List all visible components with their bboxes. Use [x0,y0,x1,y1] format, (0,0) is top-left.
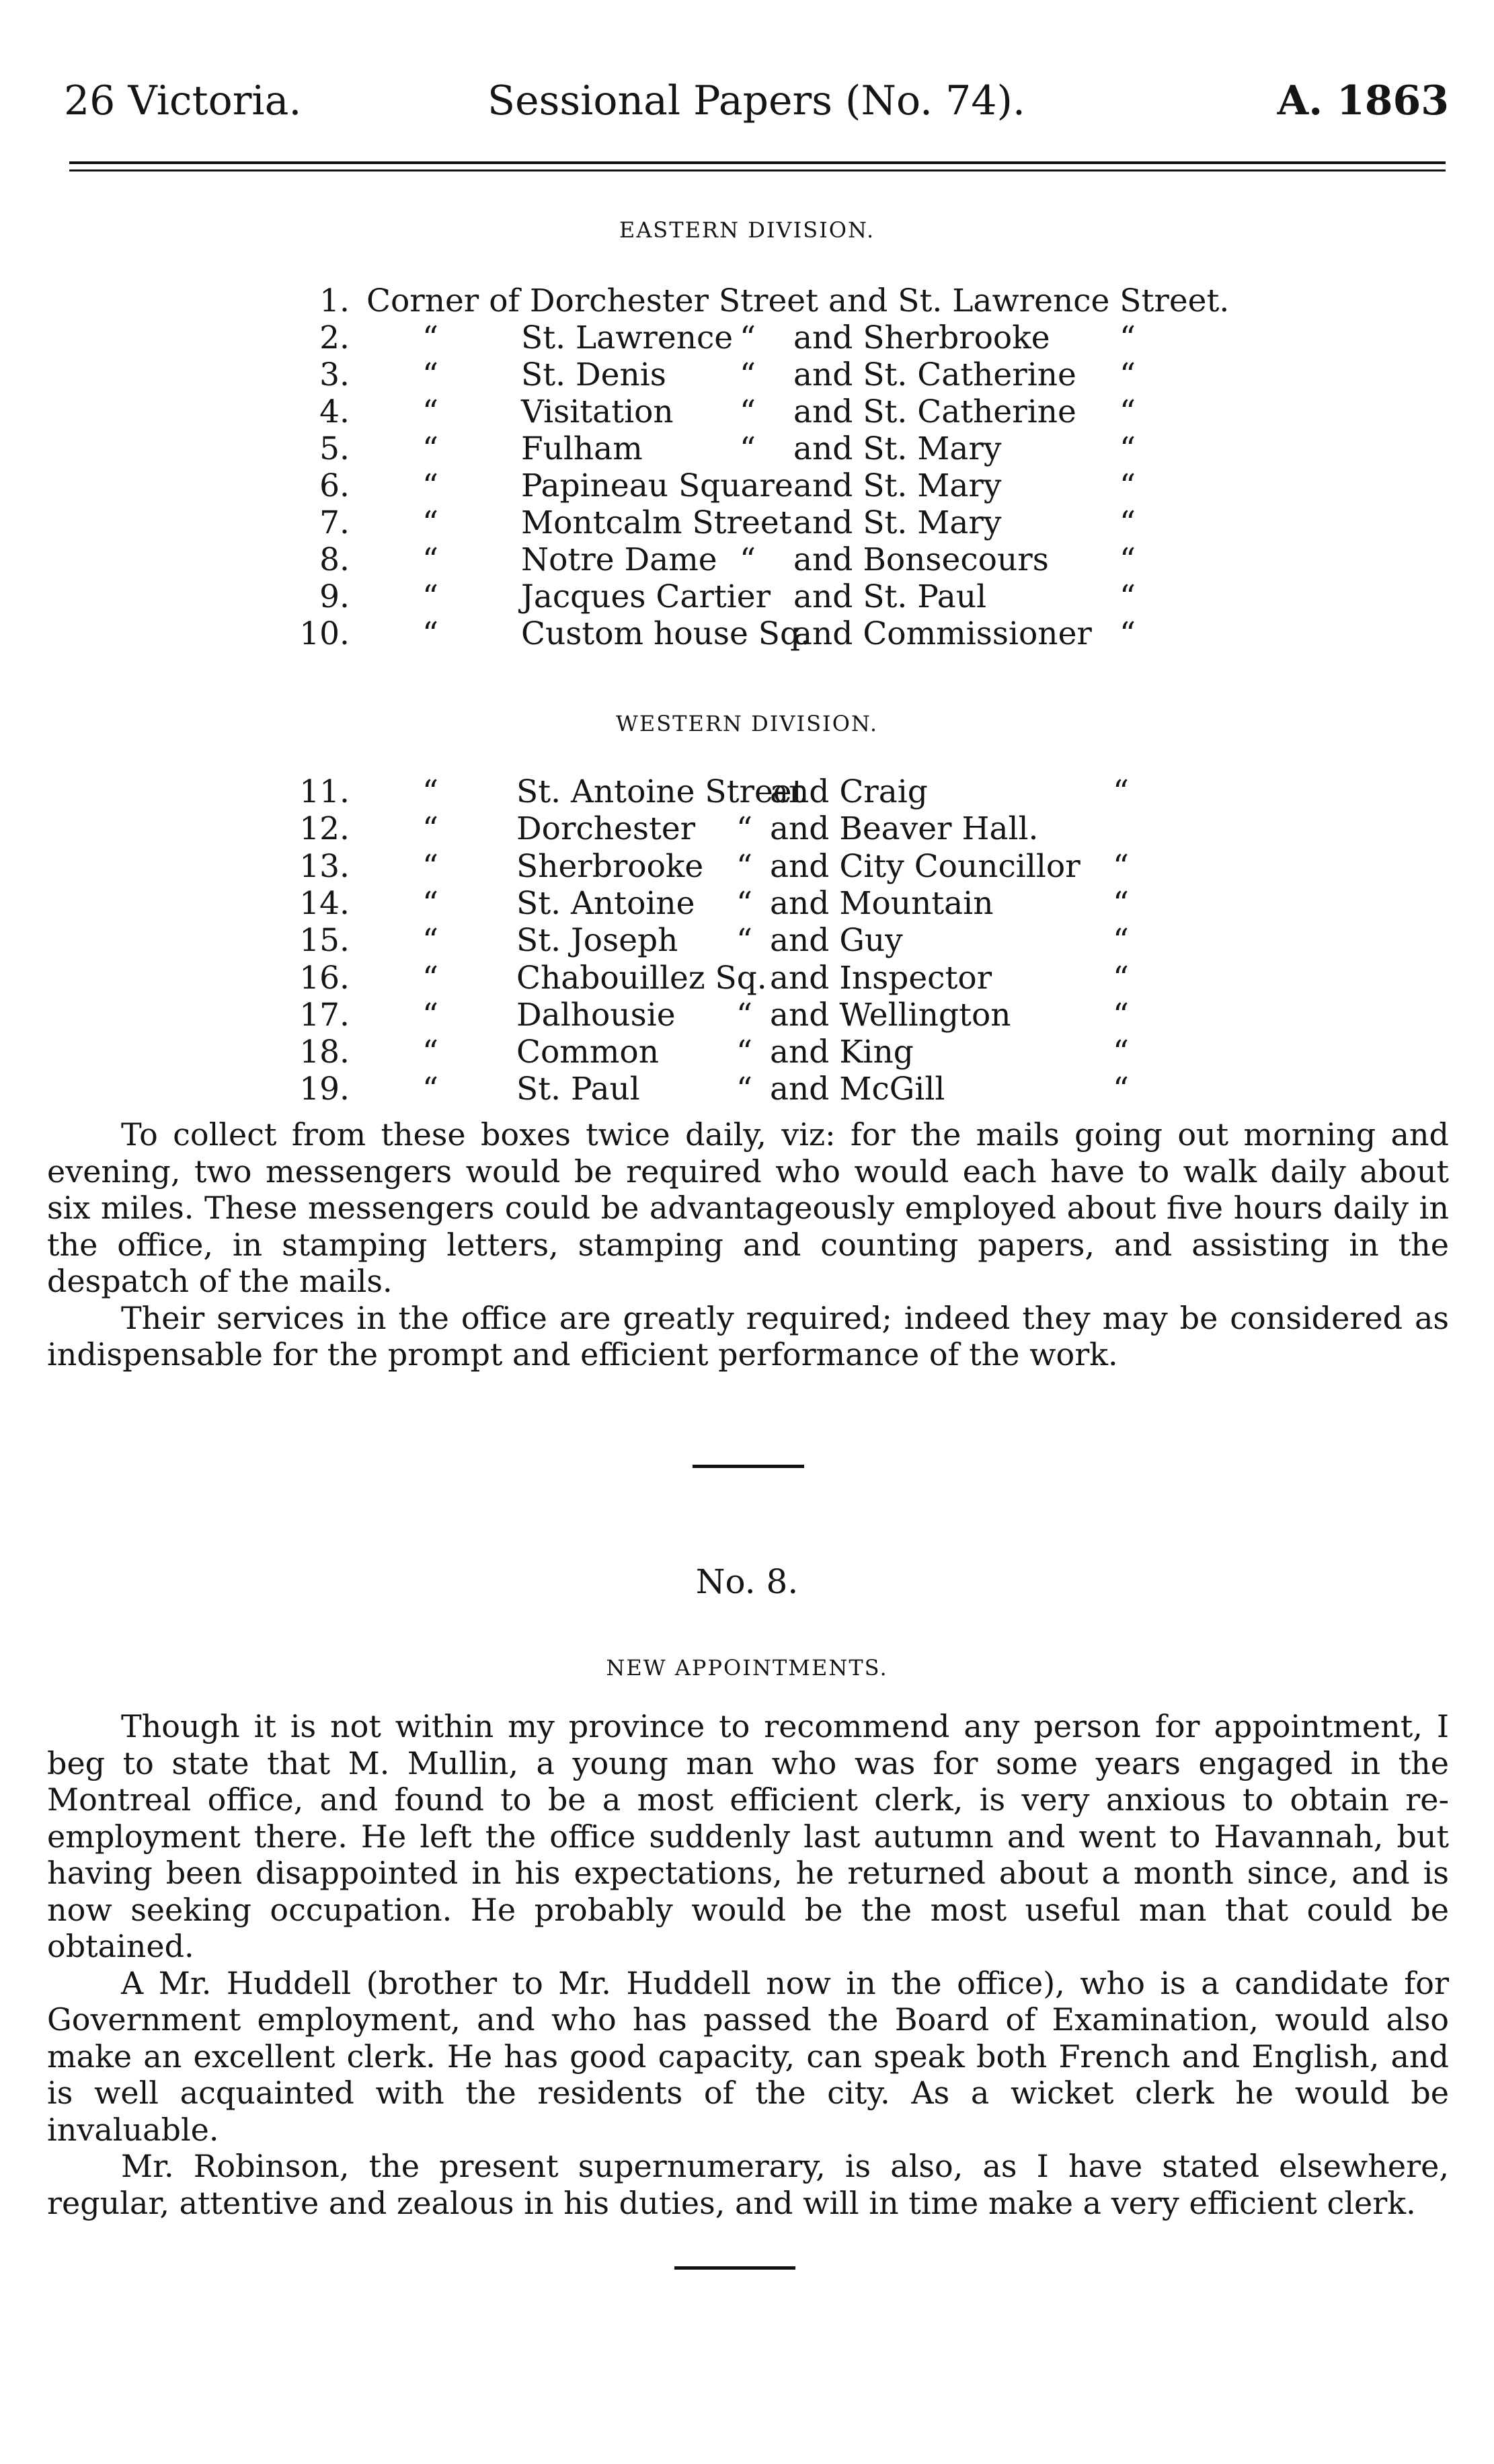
list-item [0,356,1494,394]
item-cross-street: and Bonsecours [793,541,1049,578]
list-item [0,848,1494,886]
item-street: Common [516,1034,659,1071]
item-cross-street: and Wellington [770,996,1011,1034]
item-number: 8. [319,541,350,578]
item-cross-street: and St. Mary [793,504,1002,541]
item-cross-street: and St. Catherine [793,356,1076,393]
appointments-text [47,1708,1449,2221]
item-cross-street: and City Councillor [770,847,1080,885]
ditto-mark: “ [736,1071,753,1108]
ditto-mark: “ [422,541,439,578]
item-street: Custom house Sq. [521,615,810,652]
ditto-mark: “ [422,504,439,541]
item-cross-street: and St. Paul [793,578,987,615]
item-cross-street: and King [770,1034,914,1071]
item-street: Sherbrooke [516,847,704,885]
ditto-mark: “ [422,578,439,615]
header-session: 26 Victoria. [64,77,302,124]
item-number: 1. [319,282,350,319]
list-item [0,615,1494,653]
appointments-paragraph: A Mr. Huddell (brother to Mr. Huddell now in the office), who is a candidate for Government employment, and who has passed the Board of Examination, would also make an excellent clerk. He has good capacity, can speak both French and English, and is well acquainted with the residents of the city. As a wicket clerk he would be invaluable. [47,1964,1449,2148]
item-street: Papineau Square [521,467,793,504]
ditto-mark: “ [1119,541,1136,578]
ditto-mark: “ [740,319,756,356]
eastern-division-heading: EASTERN DIVISION. [619,217,875,243]
item-number: 18. [299,1034,350,1071]
ditto-mark: “ [422,959,439,997]
ditto-mark: “ [1119,356,1136,393]
list-item [0,922,1494,960]
item-cross-street: and Commissioner [793,615,1092,652]
end-separator [674,2266,795,2270]
item-number: 19. [299,1071,350,1108]
ditto-mark: “ [1119,615,1136,652]
appointments-paragraph: Though it is not within my province to recommend any person for appointment, I beg to state that M. Mullin, a young man who was for some years engaged in the Montreal office, and found to be a most efficient clerk, is very anxious to obtain re-employment there. He left the office suddenly last autumn and went to Havannah, but having been disappointed in his expectations, he returned about a month since, and is now seeking occupation. He probably would be the most useful man that could be obtained. [47,1708,1449,1964]
item-street: St. Joseph [516,922,678,960]
ditto-mark: “ [1113,884,1130,922]
ditto-mark: “ [1113,847,1130,885]
ditto-mark: “ [736,1034,753,1071]
ditto-mark: “ [736,810,753,848]
item-cross-street: and Sherbrooke [793,319,1050,356]
ditto-mark: “ [1113,996,1130,1034]
ditto-mark: “ [422,847,439,885]
item-cross-street: and Craig [770,773,928,810]
ditto-mark: “ [1113,1071,1130,1108]
list-item [0,578,1494,616]
item-number: 6. [319,467,350,504]
ditto-mark: “ [1119,467,1136,504]
item-street: St. Paul [516,1071,640,1108]
item-street: Fulham [521,430,643,467]
item-number: 13. [299,847,350,885]
item-street: Jacques Cartier [521,578,771,615]
ditto-mark: “ [1119,393,1136,430]
ditto-mark: “ [422,1071,439,1108]
list-item [0,504,1494,542]
item-street: St. Denis [521,356,666,393]
item-cross-street: and McGill [770,1071,945,1108]
item-street: Dalhousie [516,996,676,1034]
header-title: Sessional Papers (No. 74). [487,77,1026,124]
collection-paragraph: Their services in the office are greatly required; indeed they may be considered as indispensable for the prompt and efficient performance of the work. [47,1299,1449,1373]
list-item [0,773,1494,811]
ditto-mark: “ [422,430,439,467]
item-number: 10. [299,615,350,652]
ditto-mark: “ [1113,959,1130,997]
ditto-mark: “ [422,393,439,430]
ditto-mark: “ [422,467,439,504]
item-number: 14. [299,884,350,922]
item-street: Montcalm Street [521,504,792,541]
item-cross-street: and Beaver Hall. [770,810,1039,848]
ditto-mark: “ [740,541,756,578]
ditto-mark: “ [1119,504,1136,541]
list-item [0,810,1494,848]
ditto-mark: “ [740,393,756,430]
ditto-mark: “ [422,356,439,393]
list-item [0,282,1494,320]
collection-text [47,1116,1449,1373]
ditto-mark: “ [1113,922,1130,960]
ditto-mark: “ [422,996,439,1034]
ditto-mark: “ [422,319,439,356]
appointments-paragraph: Mr. Robinson, the present supernumerary, is also, as I have stated elsewhere, regular, attentive and zealous in his duties, and will in time make a very efficient clerk. [47,2148,1449,2221]
ditto-mark: “ [740,356,756,393]
item-cross-street: and Inspector [770,959,992,997]
list-item [0,319,1494,357]
list-item [0,1071,1494,1108]
ditto-mark: “ [422,773,439,810]
collection-paragraph: To collect from these boxes twice daily, viz: for the mails going out morning and evening, two messengers would be required who would each have to walk daily about six miles. These messengers could be advantageously employed about five hours daily in the office, in stamping letters, stamping and counting papers, and assisting in the despatch of the mails. [47,1116,1449,1299]
item-number: 16. [299,959,350,997]
item-cross-street: and St. Catherine [793,393,1076,430]
item-cross-street: and Guy [770,922,903,960]
item-cross-street: and St. Mary [793,467,1002,504]
list-item [0,467,1494,505]
list-item [0,960,1494,997]
item-street: Notre Dame [521,541,717,578]
item-number: 17. [299,996,350,1034]
item-street: Visitation [521,393,674,430]
item-number: 4. [319,393,350,430]
ditto-mark: “ [422,615,439,652]
list-item [0,541,1494,579]
item-number: 9. [319,578,350,615]
item-number: 5. [319,430,350,467]
item-first-line: Corner of Dorchester Street and St. Lawrence Street. [366,282,1230,319]
ditto-mark: “ [736,996,753,1034]
ditto-mark: “ [422,1034,439,1071]
ditto-mark: “ [422,922,439,960]
section-separator [693,1465,804,1468]
western-division-heading: WESTERN DIVISION. [615,711,879,736]
list-item [0,885,1494,923]
item-street: St. Lawrence [521,319,734,356]
item-number: 3. [319,356,350,393]
item-street: St. Antoine Street [516,773,805,810]
list-item [0,393,1494,431]
ditto-mark: “ [736,847,753,885]
ditto-mark: “ [1113,773,1130,810]
section-number: No. 8. [695,1562,799,1601]
ditto-mark: “ [740,430,756,467]
item-street: Chabouillez Sq. [516,959,767,997]
item-number: 2. [319,319,350,356]
list-item [0,1034,1494,1071]
ditto-mark: “ [1119,430,1136,467]
ditto-mark: “ [422,884,439,922]
ditto-mark: “ [1119,578,1136,615]
ditto-mark: “ [1119,319,1136,356]
ditto-mark: “ [1113,1034,1130,1071]
list-item [0,430,1494,468]
item-number: 7. [319,504,350,541]
item-number: 15. [299,922,350,960]
ditto-mark: “ [422,810,439,848]
section-heading: NEW APPOINTMENTS. [606,1655,888,1681]
item-number: 12. [299,810,350,848]
item-cross-street: and Mountain [770,884,994,922]
list-item [0,997,1494,1034]
item-street: St. Antoine [516,884,695,922]
item-number: 11. [299,773,350,810]
item-street: Dorchester [516,810,696,848]
ditto-mark: “ [736,884,753,922]
header-year: A. 1863 [1277,77,1449,124]
item-cross-street: and St. Mary [793,430,1002,467]
ditto-mark: “ [736,922,753,960]
